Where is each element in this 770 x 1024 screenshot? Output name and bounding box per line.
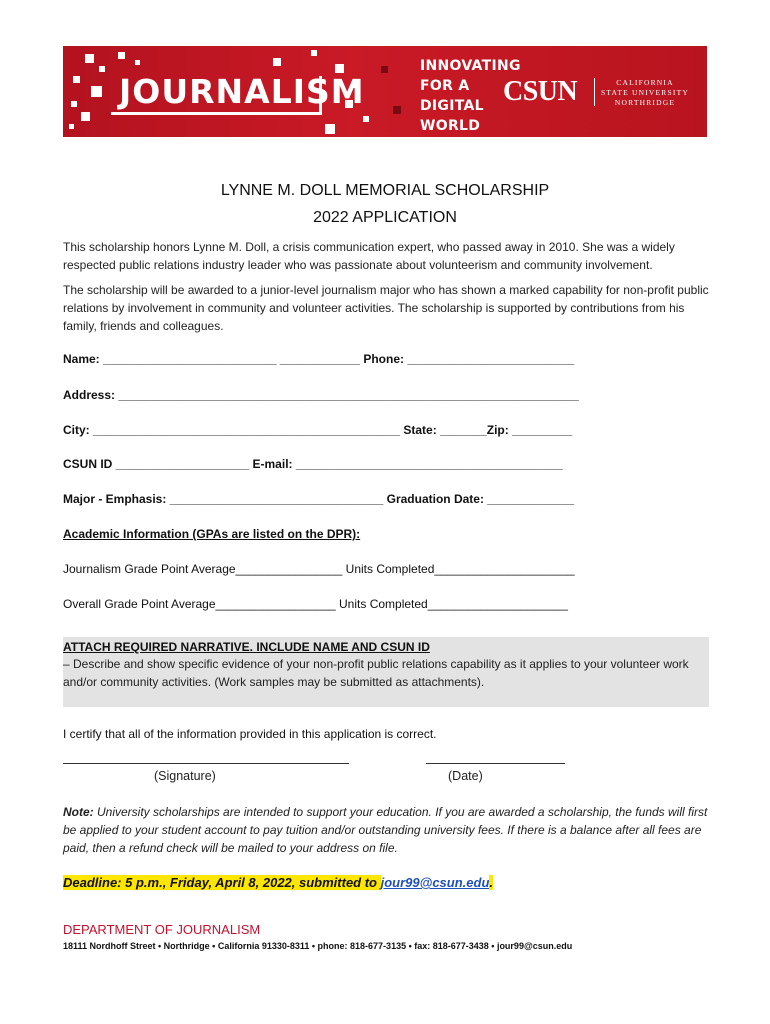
deadline-end: .: [489, 875, 494, 890]
decor-square: [311, 50, 317, 56]
decor-square: [99, 66, 105, 72]
name-label: Name:: [63, 352, 100, 366]
overall-gpa-label: Overall Grade Point Average: [63, 597, 216, 611]
units-completed-field[interactable]: _____________________: [427, 597, 568, 611]
title-line-2: 2022 APPLICATION: [313, 209, 457, 226]
major-label: Major - Emphasis:: [63, 492, 167, 506]
zip-field[interactable]: _________: [512, 423, 573, 437]
date-line[interactable]: [426, 763, 565, 764]
signature-line[interactable]: [63, 763, 349, 764]
scholarship-note: [63, 803, 713, 857]
decor-square: [69, 124, 74, 129]
city-field[interactable]: ______________________________________________: [93, 423, 401, 437]
journalism-gpa-row: [63, 562, 575, 576]
intro-paragraph-1: This scholarship honors Lynne M. Doll, a crisis communication expert, who passed away in 2010. She was a widely respected public relations industry leader who was passionate about volunteerism and community involvement.: [63, 240, 675, 272]
page-title: [0, 177, 770, 231]
decor-square: [85, 54, 94, 63]
deadline-text: Deadline: 5 p.m., Friday, April 8, 2022, submitted to: [63, 875, 381, 890]
address-field[interactable]: _____________________________________________________________________: [118, 388, 579, 402]
phone-field[interactable]: _________________________: [407, 352, 575, 366]
units-completed-label: Units Completed: [339, 597, 428, 611]
note-label: Note:: [63, 805, 94, 819]
decor-square: [273, 58, 281, 66]
submission-email-link[interactable]: jour99@csun.edu: [380, 875, 490, 890]
journalism-gpa-label: Journalism Grade Point Average: [63, 562, 236, 576]
narrative-instructions: – Describe and show specific evidence of your non-profit public relations capability as it applies to your volunteer work and/or community activities. (Work samples may be submitted as attachments).: [63, 657, 689, 689]
header-banner: [63, 46, 707, 137]
decor-square: [91, 86, 102, 97]
city-label: City:: [63, 423, 90, 437]
deadline: [63, 875, 493, 890]
csun-logo-divider: [594, 78, 595, 106]
academic-heading: Academic Information (GPAs are listed on the DPR):: [63, 527, 361, 541]
intro-paragraph-2: The scholarship will be awarded to a junior-level journalism major who has shown a marked capability for non-profit public relations by involvement in community and volunteer activities. The scholarship is supported by contributions from his family, friends and colleagues.: [63, 283, 709, 333]
overall-gpa-row: [63, 597, 568, 611]
journalism-logo: JOURNALISM: [119, 72, 365, 111]
name-phone-row: [63, 352, 574, 366]
department-address: 18111 Nordhoff Street • Northridge • California 91330-8311 • phone: 818-677-3135 • fax: 818-677-3438 • jour99@csun.edu: [63, 941, 573, 951]
date-label: (Date): [448, 769, 483, 783]
csun-university-name: CALIFORNIA STATE UNIVERSITY NORTHRIDGE: [601, 78, 689, 107]
decor-square: [71, 101, 77, 107]
overall-gpa-field[interactable]: __________________: [215, 597, 336, 611]
address-label: Address:: [63, 388, 116, 402]
signature-label: (Signature): [154, 769, 216, 783]
csunid-email-row: [63, 457, 563, 471]
zip-label: Zip:: [486, 423, 509, 437]
decor-square: [393, 106, 401, 114]
email-field[interactable]: ________________________________________: [295, 457, 563, 471]
decor-square: [363, 116, 369, 122]
decor-square: [118, 52, 125, 59]
units-completed-label: Units Completed: [345, 562, 435, 576]
note-text: University scholarships are intended to support your education. If you are awarded a scholarship, the funds will first be applied to your student account to pay tuition and/or outstanding university fees. If there is a balance after all fees are paid, then a refund check will be mailed to your address on file.: [63, 805, 708, 855]
state-label: State:: [403, 423, 437, 437]
name-field[interactable]: __________________________ ____________: [103, 352, 360, 366]
city-state-zip-row: [63, 423, 572, 437]
journalism-gpa-field[interactable]: ________________: [235, 562, 343, 576]
major-graduation-row: [63, 492, 574, 506]
phone-label: Phone:: [363, 352, 404, 366]
certify-statement: I certify that all of the information provided in this application is correct.: [63, 727, 437, 741]
decor-square: [325, 124, 335, 134]
major-field[interactable]: ________________________________: [169, 492, 384, 506]
graduation-field[interactable]: _____________: [487, 492, 575, 506]
email-label: E-mail:: [252, 457, 293, 471]
decor-square: [135, 60, 140, 65]
narrative-heading: ATTACH REQUIRED NARRATIVE. INCLUDE NAME AND CSUN ID: [63, 640, 430, 654]
csunid-label: CSUN ID: [63, 457, 113, 471]
tagline: INNOVATING FOR A DIGITAL WORLD: [420, 58, 521, 134]
department-name: DEPARTMENT OF JOURNALISM: [63, 922, 261, 937]
units-completed-field[interactable]: _____________________: [434, 562, 575, 576]
graduation-label: Graduation Date:: [386, 492, 484, 506]
decor-square: [81, 112, 90, 121]
decor-square: [381, 66, 388, 73]
state-field[interactable]: _______: [440, 423, 487, 437]
decor-square: [73, 76, 80, 83]
address-row: [63, 388, 579, 402]
csunid-field[interactable]: ____________________: [115, 457, 250, 471]
csun-logo: CSUN: [503, 76, 578, 107]
title-line-1: LYNNE M. DOLL MEMORIAL SCHOLARSHIP: [220, 182, 550, 199]
